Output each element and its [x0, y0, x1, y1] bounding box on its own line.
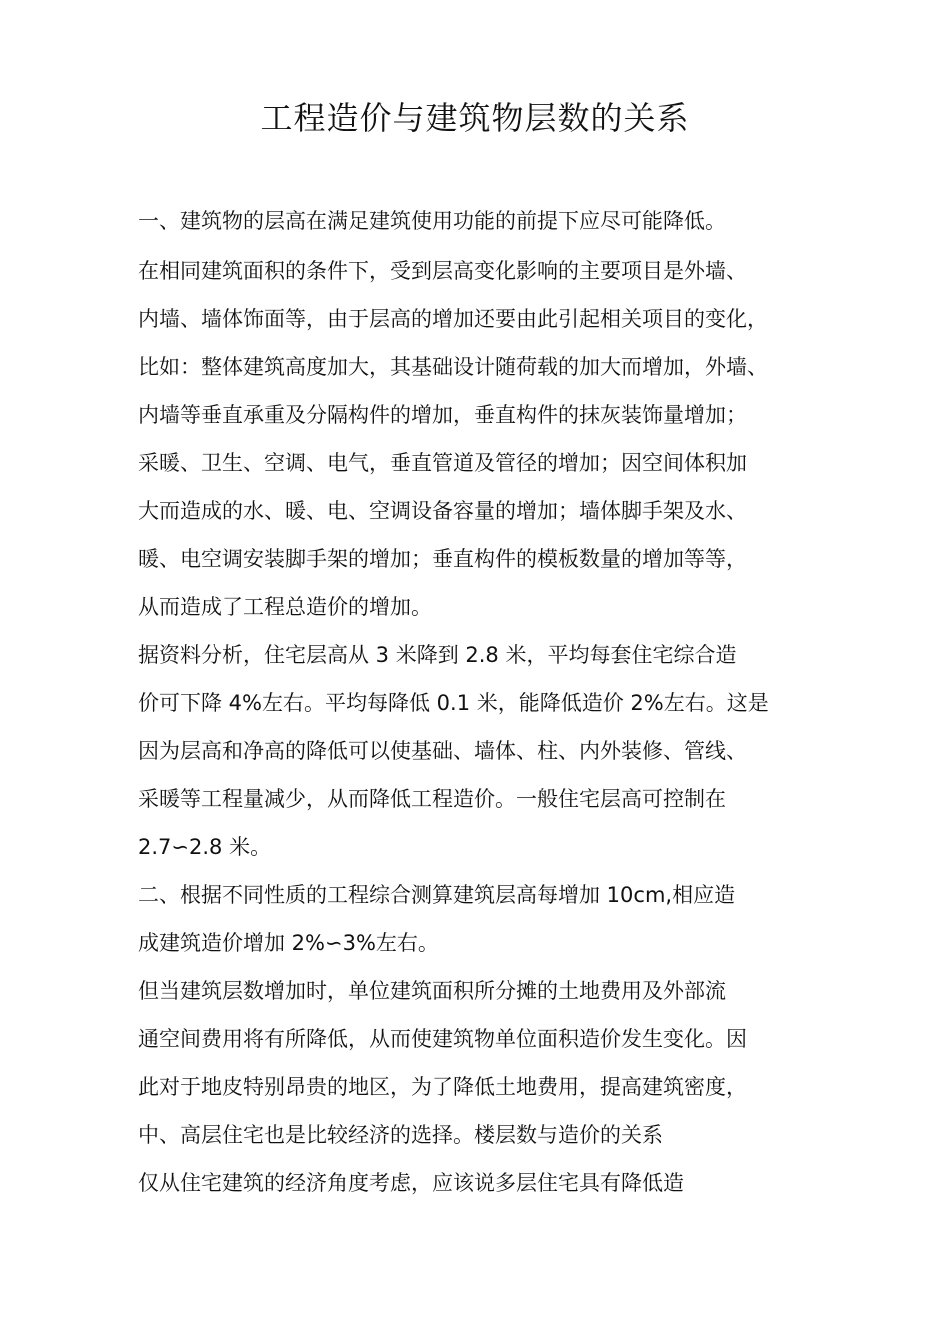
paragraph-line: 内墙等垂直承重及分隔构件的增加，垂直构件的抹灰装饰量增加；	[138, 403, 747, 427]
paragraph-line: 据资料分析，住宅层高从 3 米降到 2.8 米，平均每套住宅综合造	[138, 643, 737, 667]
paragraph-line: 价可下降 4%左右。平均每降低 0.1 米，能降低造价 2%左右。这是	[138, 691, 769, 715]
document-title: 工程造价与建筑物层数的关系	[260, 99, 690, 137]
paragraph-line: 因为层高和净高的降低可以使基础、墙体、柱、内外装修、管线、	[138, 739, 747, 763]
paragraph-line: 采暖、卫生、空调、电气，垂直管道及管径的增加；因空间体积加	[138, 451, 747, 475]
paragraph-line: 在相同建筑面积的条件下，受到层高变化影响的主要项目是外墙、	[138, 259, 747, 283]
paragraph-line: 仅从住宅建筑的经济角度考虑，应该说多层住宅具有降低造	[138, 1171, 684, 1195]
paragraph-line: 二、根据不同性质的工程综合测算建筑层高每增加 10cm,相应造	[138, 883, 736, 907]
paragraph-line: 比如：整体建筑高度加大，其基础设计随荷载的加大而增加，外墙、	[138, 355, 768, 379]
paragraph-line: 但当建筑层数增加时，单位建筑面积所分摊的土地费用及外部流	[138, 979, 726, 1003]
paragraph-line: 采暖等工程量减少，从而降低工程造价。一般住宅层高可控制在	[138, 787, 726, 811]
paragraph-line: 从而造成了工程总造价的增加。	[138, 595, 432, 619]
paragraph-line: 通空间费用将有所降低，从而使建筑物单位面积造价发生变化。因	[138, 1027, 747, 1051]
paragraph-line: 中、高层住宅也是比较经济的选择。楼层数与造价的关系	[138, 1123, 663, 1147]
paragraph-line: 此对于地皮特别昂贵的地区，为了降低土地费用，提高建筑密度，	[138, 1075, 747, 1099]
paragraph-line: 内墙、墙体饰面等，由于层高的增加还要由此引起相关项目的变化，	[138, 307, 768, 331]
paragraph-line: 2.7∽2.8 米。	[138, 835, 272, 859]
paragraph-line: 大而造成的水、暖、电、空调设备容量的增加；墙体脚手架及水、	[138, 499, 747, 523]
paragraph-line: 成建筑造价增加 2%∽3%左右。	[138, 931, 439, 955]
paragraph-line: 一、建筑物的层高在满足建筑使用功能的前提下应尽可能降低。	[138, 209, 726, 233]
paragraph-line: 暖、电空调安装脚手架的增加；垂直构件的模板数量的增加等等，	[138, 547, 747, 571]
